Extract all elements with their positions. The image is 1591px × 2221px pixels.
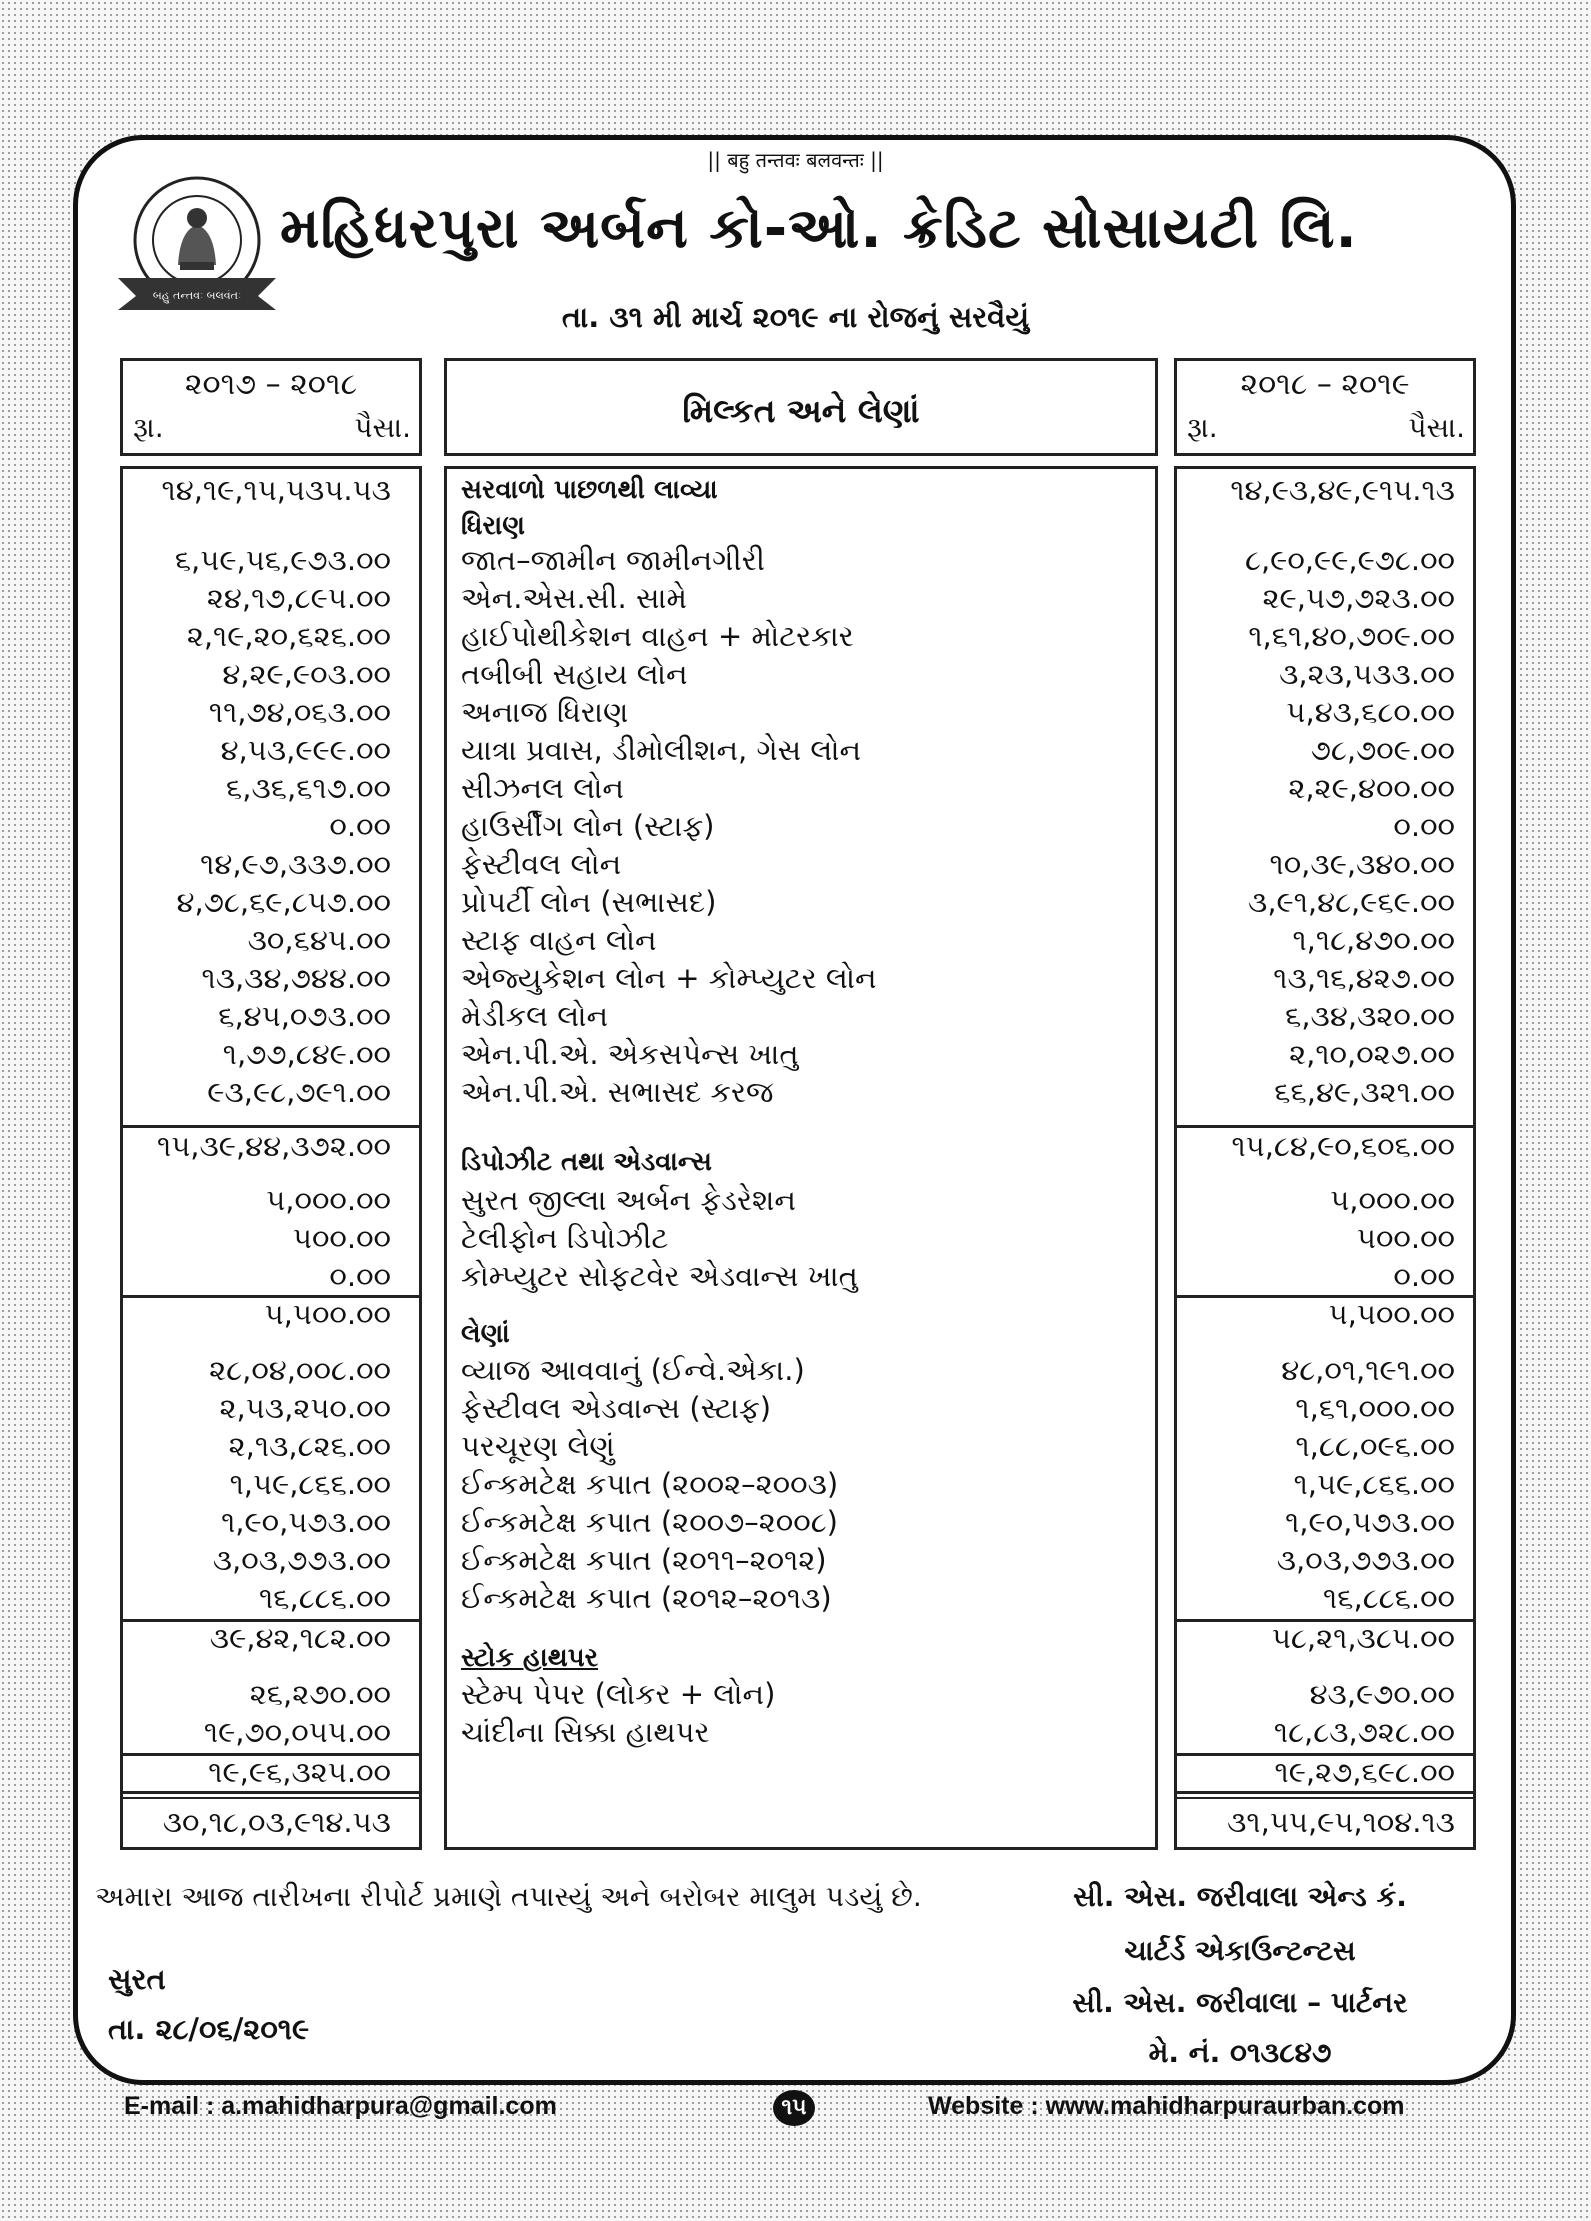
rule bbox=[123, 1797, 419, 1799]
particular-item: એન.પી.એ. એકસપેન્સ ખાતુ bbox=[461, 1037, 799, 1071]
right-paise-label: પૈસા. bbox=[1408, 411, 1465, 444]
balance-sheet-subtitle: તા. ૩૧ મી માર્ચ ૨૦૧૯ ના રોજનું સરવૈયું bbox=[561, 300, 1030, 334]
left-year-header bbox=[120, 358, 422, 456]
particular-item: મેડીકલ લોન bbox=[461, 999, 609, 1033]
right-years: ૨૦૧૮ – ૨૦૧૯ bbox=[1240, 367, 1410, 402]
particular-item: ટેલીફોન ડિપોઝીટ bbox=[461, 1221, 669, 1255]
amount-2018: ૧૩,૩૪,૭૪૪.૦૦ bbox=[201, 961, 391, 995]
audit-date: તા. ૨૮/૦૬/૨૦૧૯ bbox=[108, 2012, 310, 2046]
amount-2018: ૪,૫૩,૯૯૯.૦૦ bbox=[220, 733, 391, 767]
section-heading-stock: સ્ટોક હાથપર bbox=[461, 1643, 599, 1673]
particular-item: ચાંદીના સિક્કા હાથપર bbox=[461, 1715, 710, 1749]
amount-2019: ૧,૧૮,૪૭૦.૦૦ bbox=[1292, 923, 1455, 957]
assets-receivables-heading: મિલ્કત અને લેણાં bbox=[682, 391, 920, 430]
particular-item: અનાજ ધિરાણ bbox=[461, 695, 629, 729]
particular-item: એજ્યુકેશન લોન + કોમ્પ્યુટર લોન bbox=[461, 961, 877, 995]
amount-2019: ૦.૦૦ bbox=[1393, 1259, 1455, 1293]
particular-item: સીઝનલ લોન bbox=[461, 771, 624, 805]
particular-item: તબીબી સહાય લોન bbox=[461, 657, 688, 691]
particular-item: હાઉર્સીંગ લોન (સ્ટાફ) bbox=[461, 809, 715, 843]
amount-2018: ૩૦,૬૪૫.૦૦ bbox=[247, 923, 391, 957]
auditor-firm: સી. એસ. જરીવાલા એન્ડ કં. bbox=[1073, 1880, 1407, 1913]
logo-ribbon-text: બહુ તન્તવઃ બલવંતઃ bbox=[152, 289, 242, 302]
amount-2019: ૮,૯૦,૯૯,૯૭૮.૦૦ bbox=[1245, 543, 1455, 577]
left-rs-label: રૂા. bbox=[133, 411, 164, 444]
amount-2018: ૨,૧૯,૨૦,૬૨૬.૦૦ bbox=[186, 619, 391, 653]
amount-2018: ૧૬,૮૮૬.૦૦ bbox=[259, 1581, 391, 1615]
society-title: મહિધરપુરા અર્બન કો-ઓ. ક્રેડિટ સોસાયટી લિ. bbox=[280, 196, 1358, 261]
amount-2018: ૫૦૦.૦૦ bbox=[292, 1221, 391, 1255]
auditor-partner: સી. એસ. જરીવાલા – પાર્ટનર bbox=[1072, 1986, 1408, 2019]
rule bbox=[123, 1791, 419, 1794]
amount-2019: ૪૮,૦૧,૧૯૧.૦૦ bbox=[1281, 1353, 1455, 1387]
amount-2018: ૪,૭૮,૬૯,૮૫૭.૦૦ bbox=[176, 885, 391, 919]
subtotal-2018: ૧૯,૯૬,૩૨૫.૦૦ bbox=[208, 1755, 391, 1789]
particular-item: એન.પી.એ. સભાસદ કરજ bbox=[461, 1075, 774, 1109]
amount-2019: ૨૯,૫૭,૭૨૩.૦૦ bbox=[1262, 581, 1455, 615]
amount-2019: ૧,૬૧,૦૦૦.૦૦ bbox=[1295, 1391, 1455, 1425]
amount-2018: ૧૯,૭૦,૦૫૫.૦૦ bbox=[203, 1715, 391, 1749]
amount-2018: ૬,૪૫,૦૭૩.૦૦ bbox=[218, 999, 391, 1033]
amount-2019: ૧૪,૯૩,૪૯,૯૧૫.૧૩ bbox=[1230, 473, 1455, 507]
subtotal-2019: ૫,૫૦૦.૦૦ bbox=[1328, 1297, 1455, 1331]
amount-2018: ૫,૦૦૦.૦૦ bbox=[266, 1183, 391, 1217]
place: સુરત bbox=[108, 1962, 166, 1996]
section-heading-loans: ધિરાણ bbox=[461, 511, 525, 541]
amount-2019: ૧,૫૯,૮૬૬.૦૦ bbox=[1293, 1467, 1455, 1501]
amount-2019: ૭૮,૭૦૯.૦૦ bbox=[1310, 733, 1455, 767]
amount-2018: ૧૧,૭૪,૦૬૩.૦૦ bbox=[208, 695, 391, 729]
amount-2018: ૬,૩૬,૬૧૭.૦૦ bbox=[226, 771, 391, 805]
amount-2019: ૧,૬૧,૪૦,૭૦૯.૦૦ bbox=[1248, 619, 1455, 653]
particular-item: ફેસ્ટીવલ લોન bbox=[461, 847, 622, 881]
particular-item: સુરત જીલ્લા અર્બન ફેડરેશન bbox=[461, 1183, 796, 1217]
right-rs-label: રૂા. bbox=[1187, 411, 1218, 444]
email-address[interactable]: E-mail : a.mahidharpura@gmail.com bbox=[124, 2092, 557, 2120]
amount-2018: ૦.૦૦ bbox=[329, 809, 391, 843]
amount-2019: ૧,૮૮,૦૯૬.૦૦ bbox=[1295, 1429, 1455, 1463]
particular-item: ઈન્કમટેક્ષ કપાત (૨૦૧૨–૨૦૧૩) bbox=[461, 1581, 832, 1615]
auditor-role: ચાર્ટર્ડ એકાઉન્ટન્ટસ bbox=[1124, 1934, 1356, 1967]
left-paise-label: પૈસા. bbox=[354, 411, 411, 444]
right-year-header bbox=[1174, 358, 1476, 456]
amount-2019: ૩,૨૩,૫૩૩.૦૦ bbox=[1279, 657, 1455, 691]
amount-2018: ૨૪,૧૭,૮૯૫.૦૦ bbox=[206, 581, 391, 615]
amount-2018: ૨૬,૨૭૦.૦૦ bbox=[249, 1677, 391, 1711]
particular-item: એન.એસ.સી. સામે bbox=[461, 581, 688, 615]
amount-2018: ૪,૨૯,૯૦૩.૦૦ bbox=[222, 657, 391, 691]
section-heading-deposits: ડિપોઝીટ તથા એડવાન્સ bbox=[461, 1147, 712, 1177]
subtotal-2018: ૫,૫૦૦.૦૦ bbox=[264, 1297, 391, 1331]
amount-2018: ૨,૧૩,૮૨૬.૦૦ bbox=[228, 1429, 391, 1463]
amount-2018: ૧૪,૧૯,૧૫,૫૩૫.૫૩ bbox=[161, 473, 391, 507]
rule bbox=[1177, 1797, 1473, 1799]
audit-statement: અમારા આજ તારીખના રીપોર્ટ પ્રમાણે તપાસ્યું અને બરોબર માલુમ પડયું છે. bbox=[95, 1880, 922, 1913]
particular-item: હાઈપોથીકેશન વાહન + મોટરકાર bbox=[461, 619, 854, 653]
grand-total-2018: ૩૦,૧૮,૦૩,૯૧૪.૫૩ bbox=[162, 1805, 391, 1839]
brought-forward-label: સરવાળો પાછળથી લાવ્યા bbox=[461, 475, 718, 505]
amount-2018: ૦.૦૦ bbox=[329, 1259, 391, 1293]
amount-2018: ૩,૦૩,૭૭૩.૦૦ bbox=[212, 1543, 391, 1577]
amount-2019: ૫૦૦.૦૦ bbox=[1356, 1221, 1455, 1255]
subtotal-2019: ૫૮,૨૧,૩૮૫.૦૦ bbox=[1271, 1621, 1455, 1655]
amount-2019: ૫,૦૦૦.૦૦ bbox=[1330, 1183, 1455, 1217]
amount-2019: ૧૬,૮૮૬.૦૦ bbox=[1323, 1581, 1455, 1615]
particular-item: ઈન્કમટેક્ષ કપાત (૨૦૦૭–૨૦૦૮) bbox=[461, 1505, 838, 1539]
amount-2019: ૬૬,૪૯,૩૨૧.૦૦ bbox=[1274, 1075, 1455, 1109]
membership-number: મે. નં. ૦૧૩૮૪૭ bbox=[1148, 2036, 1332, 2069]
amount-2018: ૧,૫૯,૮૬૬.૦૦ bbox=[229, 1467, 391, 1501]
page-number-badge: ૧૫ bbox=[773, 2090, 815, 2126]
amount-2019: ૨,૧૦,૦૨૭.૦૦ bbox=[1289, 1037, 1455, 1071]
left-years: ૨૦૧૭ – ૨૦૧૮ bbox=[184, 367, 358, 402]
amount-2019: ૬,૩૪,૩૨૦.૦૦ bbox=[1285, 999, 1455, 1033]
amount-2019: ૨,૨૯,૪૦૦.૦૦ bbox=[1288, 771, 1455, 805]
amount-2019: ૧૦,૩૯,૩૪૦.૦૦ bbox=[1269, 847, 1455, 881]
particular-item: પ્રોપર્ટી લોન (સભાસદ) bbox=[461, 885, 717, 919]
amount-2018: ૯૩,૯૮,૭૯૧.૦૦ bbox=[207, 1075, 391, 1109]
amount-2019: ૩,૯૧,૪૮,૯૬૯.૦૦ bbox=[1248, 885, 1455, 919]
amount-2018: ૧૪,૯૭,૩૩૭.૦૦ bbox=[200, 847, 391, 881]
sanskrit-motto: || बहु तन्तवः बलवन्तः || bbox=[707, 148, 884, 172]
particulars-column bbox=[444, 466, 1158, 1850]
particular-item: ઈન્કમટેક્ષ કપાત (૨૦૧૧–૨૦૧૨) bbox=[461, 1543, 827, 1577]
amount-2018: ૧,૭૭,૮૪૯.૦૦ bbox=[222, 1037, 391, 1071]
particular-item: પરચૂરણ લેણું bbox=[461, 1429, 615, 1463]
amount-2019: ૩,૦૩,૭૭૩.૦૦ bbox=[1276, 1543, 1455, 1577]
amount-2019: ૪૩,૯૭૦.૦૦ bbox=[1309, 1677, 1455, 1711]
particular-item: વ્યાજ આવવાનું (ઈન્વે.એકા.) bbox=[461, 1353, 805, 1387]
left-amount-column bbox=[120, 466, 422, 1850]
amount-2018: ૧,૯૦,૫૭૩.૦૦ bbox=[221, 1505, 391, 1539]
particular-item: કોમ્પ્યુટર સોફટવેર એડવાન્સ ખાતુ bbox=[461, 1259, 858, 1293]
subtotal-2019: ૧૫,૮૪,૯૦,૬૦૬.૦૦ bbox=[1231, 1129, 1455, 1163]
particular-item: યાત્રા પ્રવાસ, ડીમોલીશન, ગેસ લોન bbox=[461, 733, 862, 767]
subtotal-2018: ૧૫,૩૯,૪૪,૩૭૨.૦૦ bbox=[157, 1129, 391, 1163]
right-amount-column bbox=[1174, 466, 1476, 1850]
particular-item: સ્ટેમ્પ પેપર (લોકર + લોન) bbox=[461, 1677, 776, 1711]
section-heading-receivables: લેણાં bbox=[461, 1319, 510, 1349]
amount-2019: ૧૮,૮૩,૭૨૮.૦૦ bbox=[1273, 1715, 1455, 1749]
amount-2019: ૧,૯૦,૫૭૩.૦૦ bbox=[1285, 1505, 1455, 1539]
particular-item: જાત–જામીન જામીનગીરી bbox=[461, 543, 765, 577]
particular-item: સ્ટાફ વાહન લોન bbox=[461, 923, 657, 957]
amount-2018: ૨,૫૩,૨૫૦.૦૦ bbox=[219, 1391, 391, 1425]
particular-item: ફેસ્ટીવલ એડવાન્સ (સ્ટાફ) bbox=[461, 1391, 772, 1425]
amount-2018: ૬,૫૯,૫૬,૯૭૩.૦૦ bbox=[174, 543, 391, 577]
subtotal-2018: ૩૯,૪૨,૧૮૨.૦૦ bbox=[209, 1621, 391, 1655]
amount-2019: ૧૩,૧૬,૪૨૭.૦૦ bbox=[1273, 961, 1455, 995]
subtotal-2019: ૧૯,૨૭,૬૯૮.૦૦ bbox=[1274, 1755, 1455, 1789]
amount-2019: ૫,૪૩,૬૮૦.૦૦ bbox=[1286, 695, 1455, 729]
grand-total-2019: ૩૧,૫૫,૯૫,૧૦૪.૧૩ bbox=[1227, 1805, 1455, 1839]
particular-item: ઈન્કમટેક્ષ કપાત (૨૦૦૨–૨૦૦૩) bbox=[461, 1467, 839, 1501]
amount-2019: ૦.૦૦ bbox=[1393, 809, 1455, 843]
website-link[interactable]: Website : www.mahidharpuraurban.com bbox=[928, 2092, 1405, 2120]
society-logo bbox=[108, 170, 286, 320]
center-header bbox=[444, 358, 1158, 456]
rule bbox=[1177, 1791, 1473, 1794]
amount-2018: ૨૮,૦૪,૦૦૮.૦૦ bbox=[209, 1353, 391, 1387]
